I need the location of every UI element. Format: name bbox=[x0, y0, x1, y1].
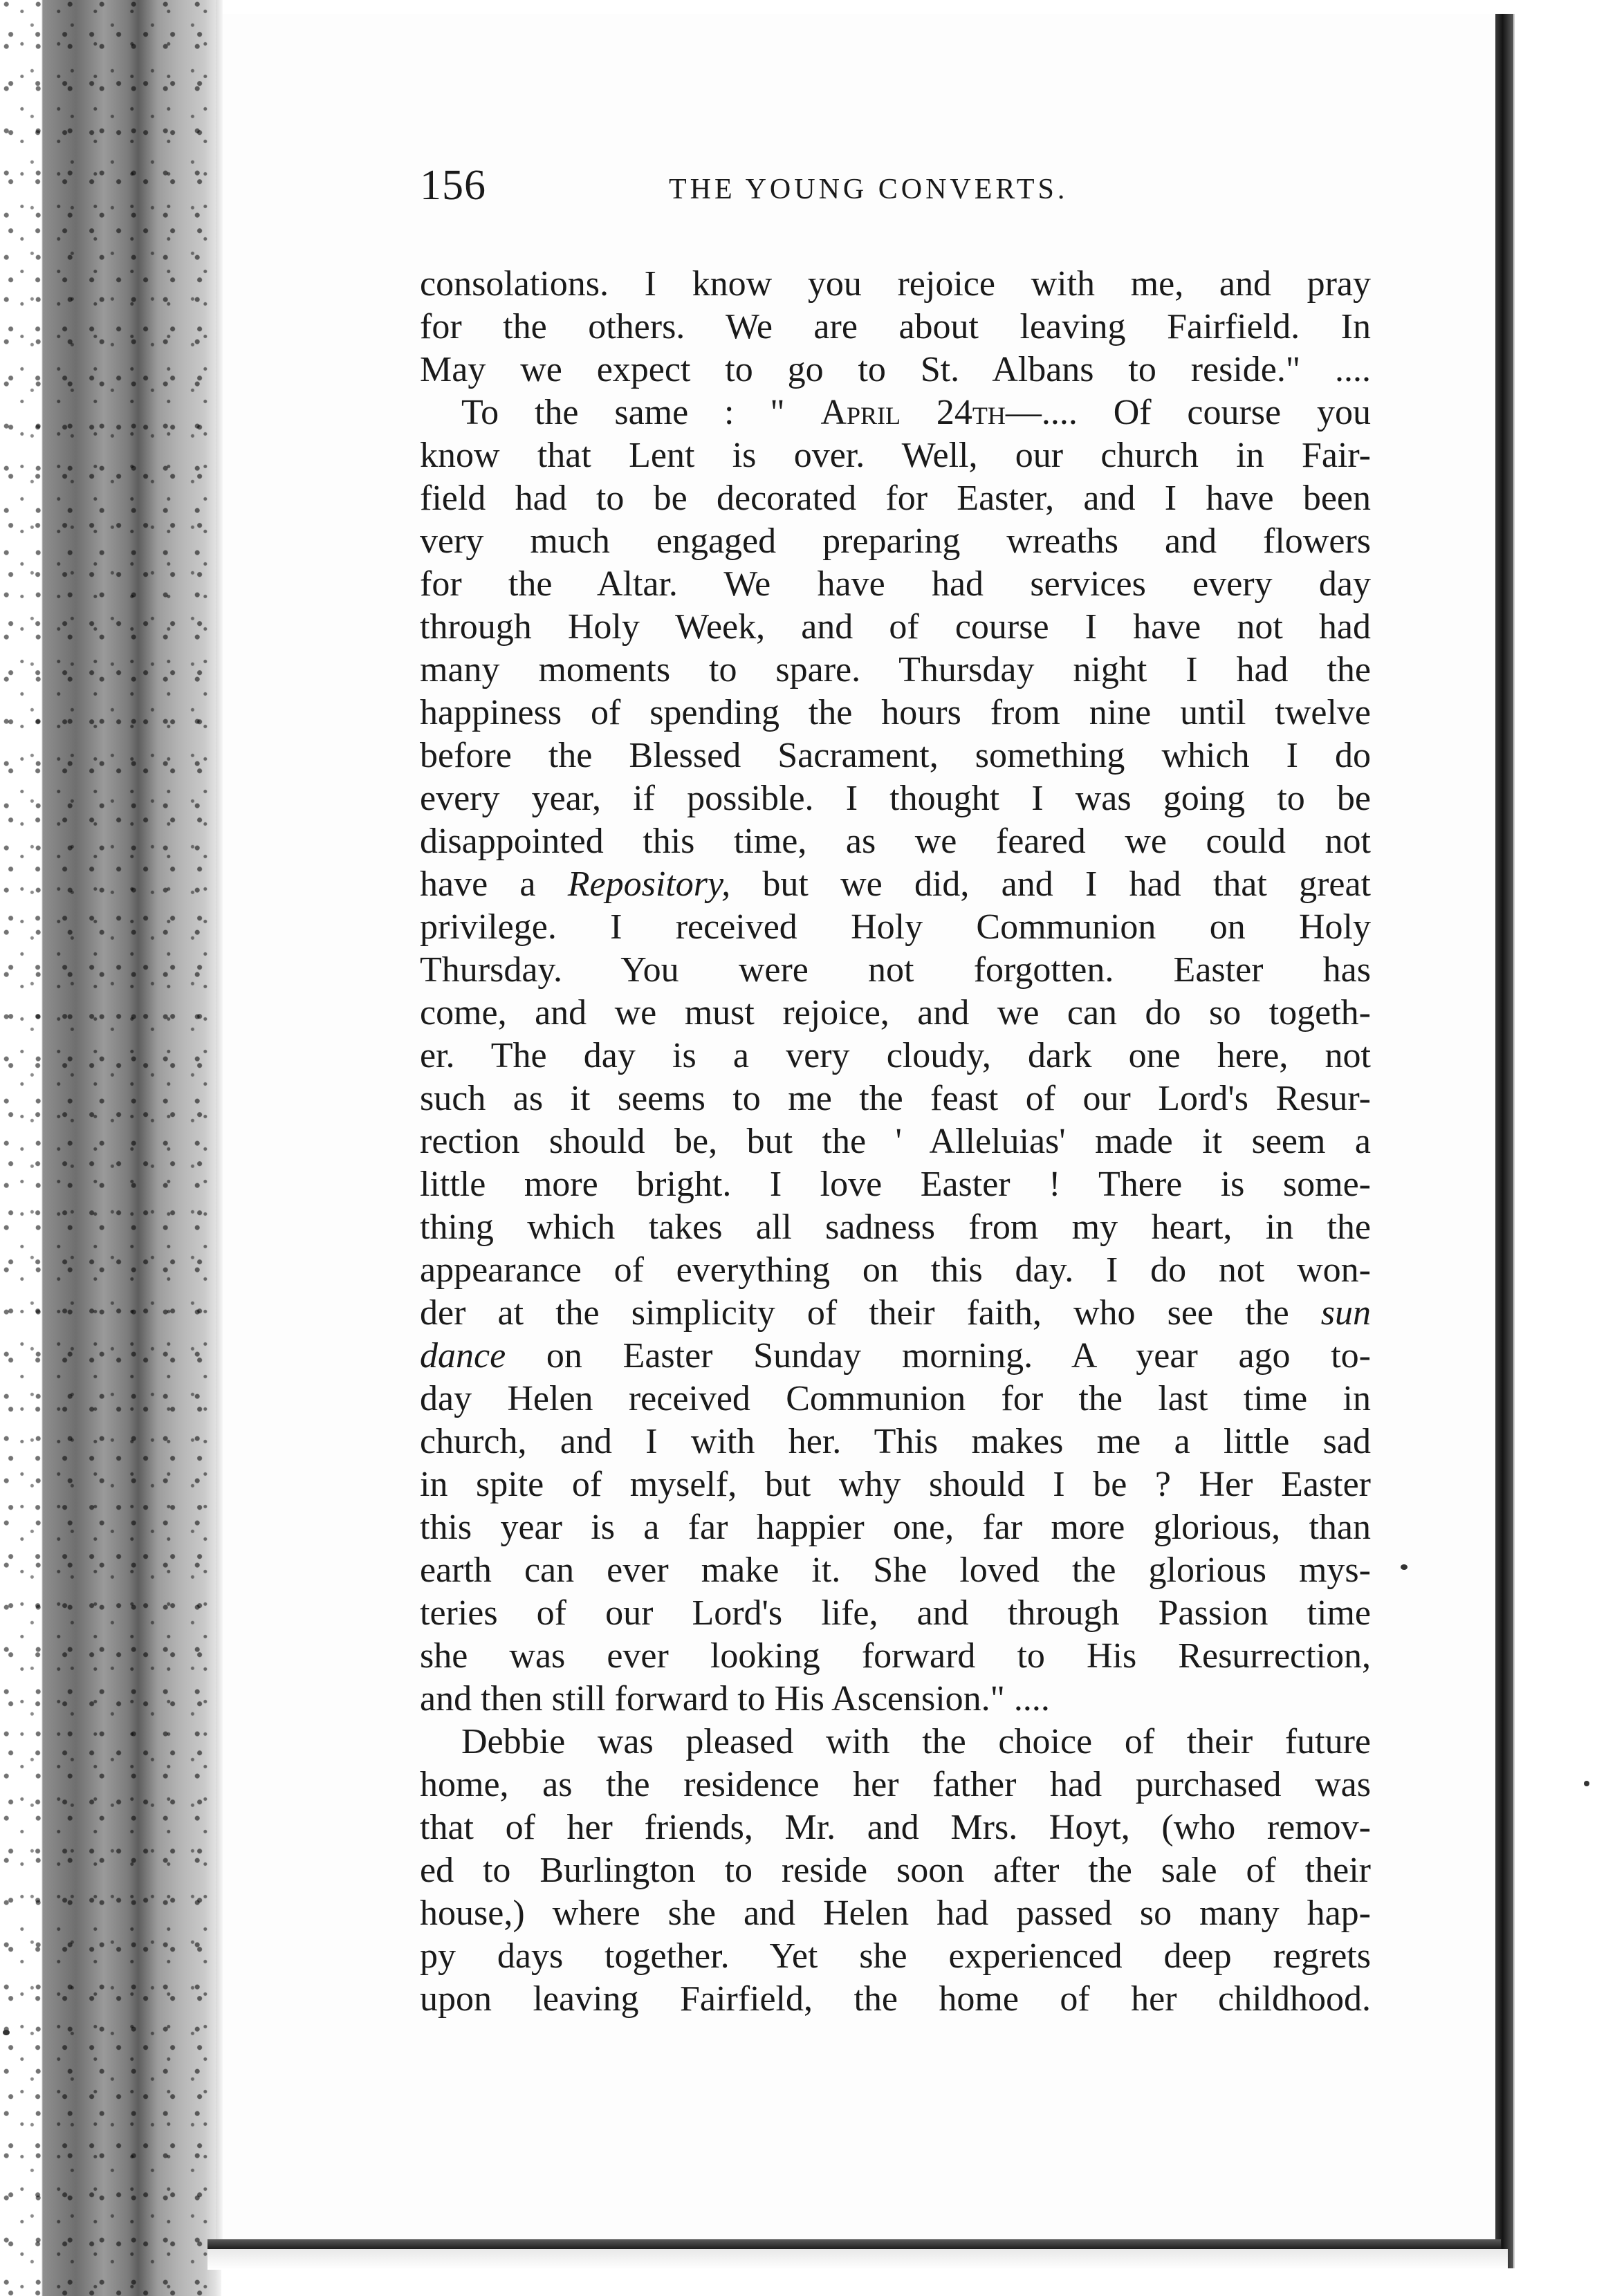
text-line: consolations. I know you rejoice with me, and pray bbox=[420, 264, 1371, 304]
text-line: Debbie was pleased with the choice of their future bbox=[461, 1722, 1371, 1761]
text-line: every year, if possible. I thought I was going to be bbox=[420, 779, 1371, 818]
text-line: through Holy Week, and of course I have not had bbox=[420, 607, 1371, 647]
ink-speck bbox=[3, 2030, 10, 2035]
page-header bbox=[420, 158, 1374, 213]
text-line: come, and we must rejoice, and we can do so togeth- bbox=[420, 993, 1371, 1033]
text-line: that of her friends, Mr. and Mrs. Hoyt, (who remov- bbox=[420, 1808, 1371, 1847]
text-line bbox=[420, 863, 1371, 906]
text-line: very much engaged preparing wreaths and flowers bbox=[420, 521, 1371, 561]
line-segment: have a bbox=[420, 864, 568, 904]
body-text bbox=[420, 263, 1371, 2021]
book-spine-edge bbox=[0, 0, 221, 2296]
text-line: field had to be decorated for Easter, and I have been bbox=[420, 479, 1371, 518]
text-line bbox=[420, 391, 1371, 434]
text-line: many moments to spare. Thursday night I had the bbox=[420, 650, 1371, 689]
text-line: know that Lent is over. Well, our church in Fair- bbox=[420, 436, 1371, 475]
text-line: py days together. Yet she experienced deep regrets bbox=[420, 1936, 1371, 1976]
text-line: home, as the residence her father had purchased was bbox=[420, 1765, 1371, 1804]
running-head: THE YOUNG CONVERTS. bbox=[669, 174, 1069, 205]
text-line: upon leaving Fairfield, the home of her childhood. bbox=[420, 1979, 1371, 2019]
text-line: disappointed this time, as we feared we could not bbox=[420, 822, 1371, 861]
text-line bbox=[420, 1335, 1371, 1378]
text-line: privilege. I received Holy Communion on Holy bbox=[420, 907, 1371, 947]
text-line: happiness of spending the hours from nine until twelve bbox=[420, 693, 1371, 732]
italic-word: sun bbox=[1320, 1293, 1371, 1333]
text-line: for the Altar. We have had services every day bbox=[420, 564, 1371, 604]
text-line: for the others. We are about leaving Fairfield. In bbox=[420, 307, 1371, 346]
page-right-edge bbox=[1495, 14, 1513, 2268]
text-line: and then still forward to His Ascension." .... bbox=[420, 1679, 1050, 1719]
ink-speck bbox=[1584, 1781, 1589, 1786]
text-line: before the Blessed Sacrament, something which I do bbox=[420, 736, 1371, 775]
text-line: day Helen received Communion for the last time in bbox=[420, 1379, 1371, 1418]
line-segment: der at the simplicity of their faith, who see the bbox=[420, 1293, 1321, 1333]
text-line: this year is a far happier one, far more glorious, than bbox=[420, 1508, 1371, 1547]
next-page-edge bbox=[1513, 14, 1624, 2268]
text-line: in spite of myself, but why should I be ? Her Easter bbox=[420, 1465, 1371, 1504]
page-bottom-shadow bbox=[207, 2249, 1508, 2270]
page-number: 156 bbox=[420, 162, 486, 209]
text-line: she was ever looking forward to His Resurrection, bbox=[420, 1636, 1371, 1676]
gutter-shadow bbox=[216, 0, 223, 2241]
text-line: such as it seems to me the feast of our Lord's Resur- bbox=[420, 1079, 1371, 1118]
text-line: May we expect to go to St. Albans to reside." .... bbox=[420, 350, 1371, 389]
text-line: teries of our Lord's life, and through Passion time bbox=[420, 1593, 1371, 1633]
text-line: er. The day is a very cloudy, dark one here, not bbox=[420, 1036, 1371, 1075]
line-segment: on Easter Sunday morning. A year ago to- bbox=[506, 1336, 1371, 1376]
text-line: earth can ever make it. She loved the glorious mys- bbox=[420, 1550, 1371, 1590]
text-line: house,) where she and Helen had passed so many hap- bbox=[420, 1894, 1371, 1933]
text-line: appearance of everything on this day. I do not won- bbox=[420, 1250, 1371, 1290]
text-line bbox=[420, 1292, 1371, 1335]
text-line: ed to Burlington to reside soon after the sale of their bbox=[420, 1851, 1371, 1890]
italic-word: dance bbox=[420, 1336, 506, 1376]
letter-date: April 24th bbox=[820, 393, 1006, 432]
line-segment: To the same : " bbox=[461, 393, 821, 432]
text-line: little more bright. I love Easter ! There is some- bbox=[420, 1165, 1371, 1204]
text-line: rection should be, but the ' Alleluias' made it seem a bbox=[420, 1122, 1371, 1161]
page-bottom-edge bbox=[207, 2239, 1501, 2249]
text-line: church, and I with her. This makes me a little sad bbox=[420, 1422, 1371, 1461]
text-line: Thursday. You were not forgotten. Easter has bbox=[420, 950, 1371, 990]
line-segment: but we did, and I had that great bbox=[730, 864, 1371, 904]
text-line: thing which takes all sadness from my heart, in the bbox=[420, 1207, 1371, 1247]
line-segment: —.... Of course you bbox=[1005, 393, 1371, 432]
italic-word: Repository, bbox=[567, 864, 731, 904]
ink-speck bbox=[1401, 1564, 1408, 1570]
